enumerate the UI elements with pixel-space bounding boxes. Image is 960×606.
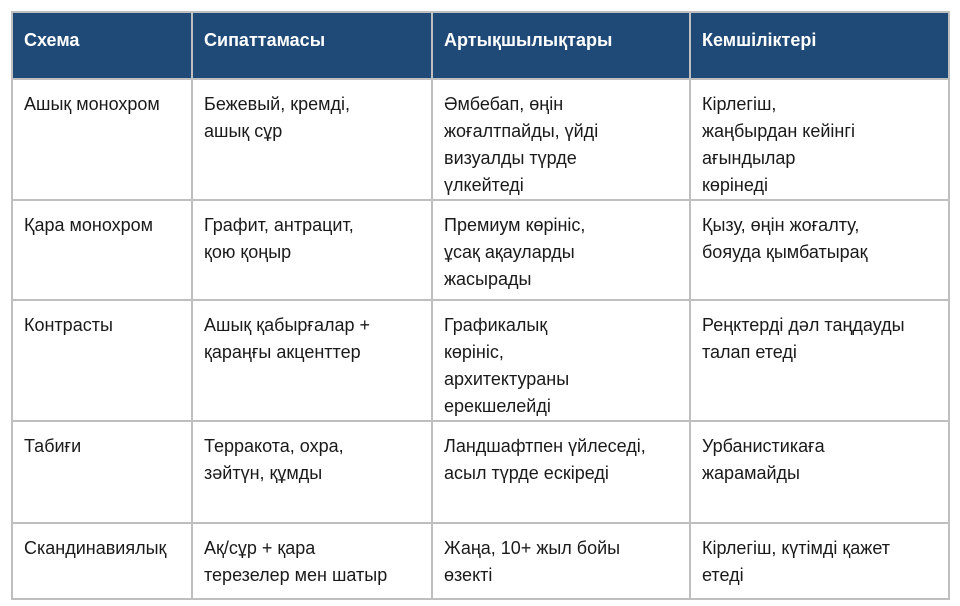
table-row (12, 421, 949, 523)
header-scheme: Схема (12, 12, 192, 79)
cell-disadvantages: Кірлегіш, күтімді қажет етеді (690, 523, 949, 599)
header-row (12, 12, 949, 79)
cell-disadvantages: Кірлегіш, жаңбырдан кейінгі ағындылар көрінеді (690, 79, 949, 200)
header-advantages: Артықшылықтары (432, 12, 690, 79)
table-body (12, 79, 949, 599)
cell-disadvantages: Урбанистикаға жарамайды (690, 421, 949, 523)
cell-advantages: Ландшафтпен үйлеседі, асыл түрде ескіреді (432, 421, 690, 523)
table-row (12, 79, 949, 200)
cell-advantages: Жаңа, 10+ жыл бойы өзекті (432, 523, 690, 599)
cell-scheme: Табиғи (12, 421, 192, 523)
header-description: Сипаттамасы (192, 12, 432, 79)
color-scheme-table (11, 11, 950, 600)
cell-description: Графит, антрацит, қою қоңыр (192, 200, 432, 300)
cell-scheme: Скандинавиялық (12, 523, 192, 599)
cell-description: Бежевый, кремді, ашық сұр (192, 79, 432, 200)
table-row (12, 200, 949, 300)
cell-advantages: Премиум көрініс, ұсақ ақауларды жасырады (432, 200, 690, 300)
cell-scheme: Контрасты (12, 300, 192, 421)
cell-scheme: Ашық монохром (12, 79, 192, 200)
cell-scheme: Қара монохром (12, 200, 192, 300)
cell-description: Ашық қабырғалар + қараңғы акценттер (192, 300, 432, 421)
cell-description: Ақ/сұр + қара терезелер мен шатыр (192, 523, 432, 599)
cell-advantages: Графикалық көрініс, архитектураны ерекшелейді (432, 300, 690, 421)
table-header (12, 12, 949, 79)
cell-disadvantages: Қызу, өңін жоғалту, бояуда қымбатырақ (690, 200, 949, 300)
header-disadvantages: Кемшіліктері (690, 12, 949, 79)
cell-advantages: Әмбебап, өңін жоғалтпайды, үйді визуалды түрде үлкейтеді (432, 79, 690, 200)
table-row (12, 523, 949, 599)
table-row (12, 300, 949, 421)
cell-description: Терракота, охра, зәйтүн, құмды (192, 421, 432, 523)
cell-disadvantages: Реңктерді дәл таңдауды талап етеді (690, 300, 949, 421)
